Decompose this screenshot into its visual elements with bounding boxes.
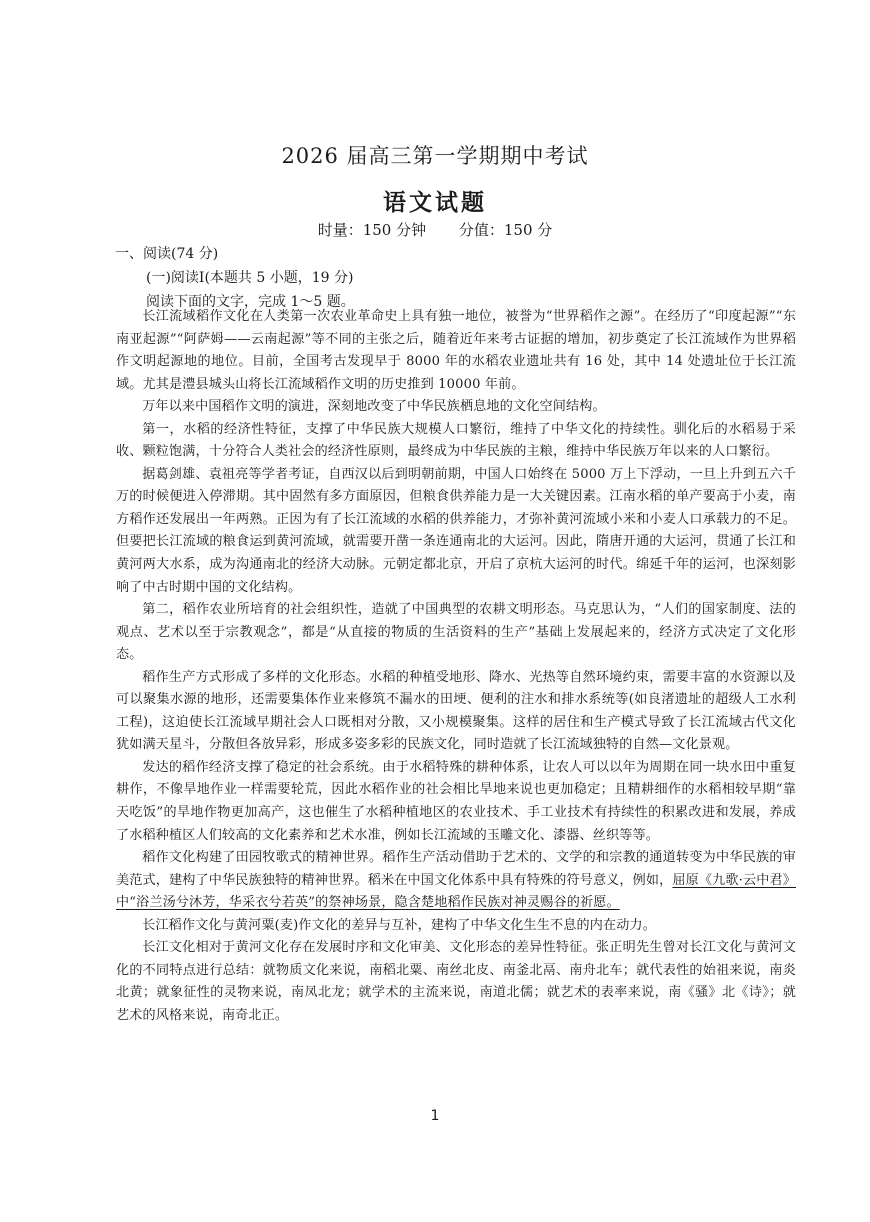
reading-passage [116, 306, 796, 1028]
passage-paragraph-4: 据葛剑雄、袁祖亮等学者考证，自西汉以后到明朝前期，中国人口始终在 5000 万上下浮动，一旦上升到五六千万的时候便进入停滞期。其中固然有多方面原因，但粮食供养能力是一大关键因素。江南水稻的单产要高于小麦，南方稻作还发展出一年两熟。正因为有了长江流域的水稻的供养能力，才弥补黄河流域小米和小麦人口承载力的不足。但要把长江流域的粮食运到黄河流域，就需要开凿一条连通南北的大运河。因此，隋唐开通的大运河，贯通了长江和黄河两大水系，成为沟通南北的经济大动脉。元朝定都北京，开启了京杭大运河的时代。绵延千年的运河，也深刻影响了中古时期中国的文化结构。 [116, 466, 796, 595]
exam-time: 时量：150 分钟 [317, 221, 427, 239]
passage-paragraph-6: 稻作生产方式形成了多样的文化形态。水稻的种植受地形、降水、光热等自然环境约束，需要丰富的水资源以及可以聚集水源的地形，还需要集体作业来修筑不漏水的田埂、便利的注水和排水系统等(如良渚遗址的超级人工水利工程)，这迫使长江流域早期社会人口既相对分散，又小规模聚集。这样的居住和生产模式导致了长江流域古代文化犹如满天星斗，分散但各放异彩，形成多姿多彩的民族文化，同时造就了长江流域独特的自然—文化景观。 [116, 669, 796, 753]
passage-paragraph-10: 长江文化相对于黄河文化存在发展时序和文化审美、文化形态的差异性特征。张正明先生曾对长江文化与黄河文化的不同特点进行总结：就物质文化来说，南稻北粟、南丝北皮、南釜北鬲、南舟北车；就代表性的始祖来说，南炎北黄；就象征性的灵物来说，南凤北龙；就学术的主流来说，南道北儒；就艺术的表率来说，南《骚》北《诗》；就艺术的风格来说，南奇北正。 [116, 940, 796, 1023]
passage-paragraph-7: 发达的稻作经济支撑了稳定的社会系统。由于水稻特殊的耕种体系，让农人可以以年为周期在同一块水田中重复耕作，不像旱地作业一样需要轮荒，因此水稻作业的社会相比旱地来说也更加稳定；且精耕细作的水稻相较早期“靠天吃饭”的旱地作物更加高产，这也催生了水稻种植地区的农业技术、手工业技术有持续性的积累改进和发展，养成了水稻种植区人们较高的文化素养和艺术水准，例如长江流域的玉雕文化、漆器、丝织等等。 [116, 759, 796, 843]
subject-title: 语文试题 [383, 189, 487, 216]
sub-section-heading: (一)阅读Ⅰ(本题共 5 小题，19 分) [146, 270, 354, 286]
underlined-sentence: 屈原《九歌·云中君》中“浴兰汤兮沐芳，华采衣兮若英”的祭神场景，隐含楚地稻作民族对神灵赐谷的祈愿。 [116, 872, 796, 911]
paragraph-8-text: 稻作文化构建了田园牧歌式的精神世界。稻作生产活动借助于艺术的、文学的和宗教的通道转变为中华民族的审美范式，建构了中华民族独特的精神世界。稻米在中国文化体系中具有特殊的符号意义，例如， [116, 850, 796, 888]
passage-paragraph-9: 长江稻作文化与黄河粟(麦)作文化的差异与互补，建构了中华文化生生不息的内在动力。 [142, 917, 656, 933]
section-heading: 一、阅读(74 分) [115, 246, 219, 262]
passage-paragraph-1: 长江流域稻作文化在人类第一次农业革命史上具有独一地位，被誉为“世界稻作之源”。在经历了“印度起源”“东南亚起源”“阿萨姆——云南起源”等不同的主张之后，随着近年来考古证据的增加，初步奠定了长江流域作为世界稻作文明起源地的地位。目前，全国考古发现早于 8000 年的水稻农业遗址共有 16 处，其中 14 处遗址位于长江流域。尤其是澧县城头山将长江流域稻作文明的历史推到 10000 年前。 [116, 309, 796, 392]
reading-instruction: 阅读下面的文字，完成 1～5 题。 [146, 294, 355, 310]
exam-title: 2026 届高三第一学期期中考试 [281, 144, 589, 168]
passage-paragraph-3: 第一，水稻的经济性特征，支撑了中华民族大规模人口繁衍，维持了中华文化的持续性。驯化后的水稻易于采收、颗粒饱满，十分符合人类社会的经济性原则，最终成为中华民族的主粮，维持中华民族万年以来的人口繁衍。 [116, 421, 796, 460]
passage-paragraph-5: 第二，稻作农业所培育的社会组织性，造就了中国典型的农耕文明形态。马克思认为，“人们的国家制度、法的观点、艺术以至于宗教观念”，都是“从直接的物质的生活资料的生产”基础上发展起来的，经济方式决定了文化形态。 [116, 602, 796, 663]
passage-paragraph-2: 万年以来中国稻作文明的演进，深刻地改变了中华民族栖息地的文化空间结构。 [142, 399, 606, 415]
exam-score: 分值：150 分 [458, 221, 553, 239]
exam-meta [0, 219, 870, 240]
passage-paragraph-8 [116, 847, 796, 915]
page-number: 1 [430, 1108, 440, 1124]
